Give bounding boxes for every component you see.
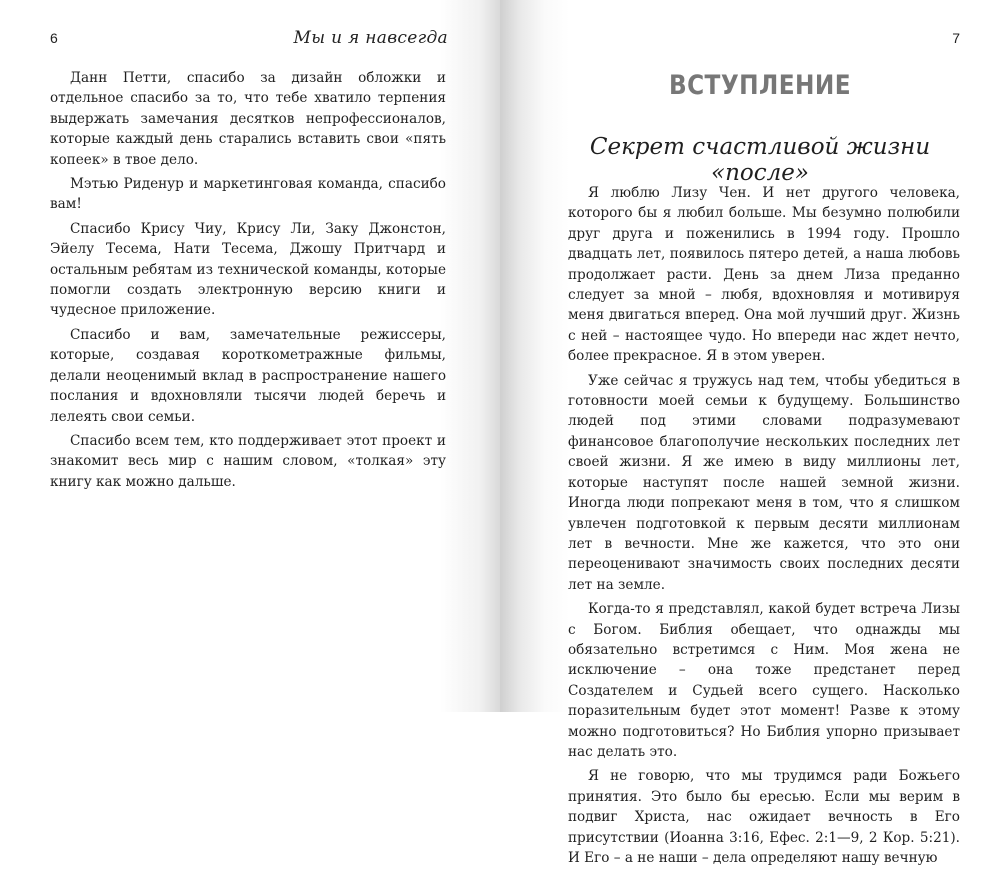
running-head: Мы и я навсегда	[293, 28, 448, 48]
left-page	[0, 0, 500, 712]
paragraph: Я не говорю, что мы трудимся ради Божьего принятия. Это было бы ересью. Если мы верим в подвиг Христа, нас ожидает вечность в Его присутствии (Иоанна 3:16, Ефес. 2:1—9, 2 Кор. 5:21). И Его – а не наши – дела определяют нашу вечную	[568, 768, 960, 866]
paragraph: Спасибо всем тем, кто поддерживает этот проект и знакомит весь мир с нашим словом, «толкая» эту книгу как можно дальше.	[50, 432, 446, 490]
right-page	[500, 0, 1000, 866]
paragraph: Уже сейчас я тружусь над тем, чтобы убедиться в готовности моей семьи к будущему. Большинство людей под этими словами подразумевают финансовое благополучие нескольких последних лет своей жизни. Я же имею в виду миллионы лет, которые наступят после нашей земной жизни. Иногда люди попрекают меня в том, что я слишком увлечен подготовкой к первым десяти миллионам лет в вечности. Мне же кажется, что это они переоценивают значимость своих последних десяти лет на земле.	[568, 372, 960, 593]
paragraph: Спасибо и вам, замечательные режиссеры, которые, создавая короткометражные фильмы, делали неоценимый вклад в распространение нашего послания и вдохновляли тысячи людей беречь и лелеять свои семьи.	[50, 326, 446, 425]
page-number-left: 6	[50, 30, 58, 46]
chapter-title: ВСТУПЛЕНИЕ	[668, 70, 852, 101]
paragraph: Когда-то я представлял, какой будет встреча Лизы с Богом. Библия обещает, что однажды мы обязательно встретимся с Ним. Моя жена не исключение – она тоже предстанет перед Создателем и Судьей всего сущего. Насколько поразительным будет этот момент! Разве к этому можно подготовиться? Но Библия упорно призывает нас делать это.	[568, 601, 960, 760]
page-number-right: 7	[952, 30, 960, 46]
paragraph: Спасибо Крису Чиу, Крису Ли, Заку Джонстон, Эйелу Тесема, Нати Тесема, Джошу Притчард и остальным ребятам из технической команды, которые помогли создать электронную версию книги и чудесное приложение.	[50, 220, 446, 319]
left-page-text	[50, 68, 446, 496]
paragraph: Мэтью Риденур и маркетинговая команда, спасибо вам!	[50, 176, 446, 213]
paragraph: Я люблю Лизу Чен. И нет другого человека, которого бы я любил больше. Мы безумно полюбили друг друга и поженились в 1994 году. Прошло двадцать лет, появилось пятеро детей, а наша любовь продолжает расти. День за днем Лиза преданно следует за мной – любя, вдохновляя и мотивируя меня двигаться вперед. Она мой лучший друг. Жизнь с ней – настоящее чудо. Но впереди нас ждет нечто, более прекрасное. Я в этом уверен.	[568, 185, 960, 365]
right-page-text	[568, 183, 960, 872]
paragraph: Данн Петти, спасибо за дизайн обложки и отдельное спасибо за то, что тебе хватило терпения выдержать замечания десятков непрофессионалов, которые каждый день старались вставить свои «пять копеек» в твое дело.	[50, 70, 446, 168]
section-title: Секрет счастливой жизни «после»	[589, 134, 931, 186]
